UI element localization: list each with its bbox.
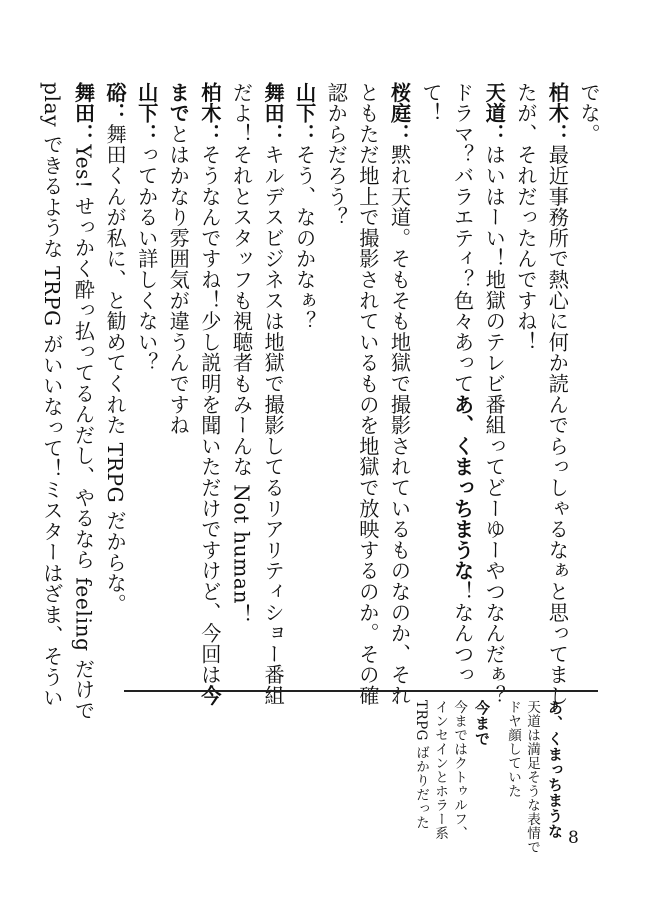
- annotated-term: あ、くまっちまうな: [450, 394, 475, 582]
- dialogue-line: でな。: [577, 82, 601, 145]
- dialogue-line: 山下：そう、なのかなぁ？: [292, 82, 317, 332]
- footnote-line: 今まではクトゥルフ、: [451, 700, 467, 840]
- dialogue-line: 硲：舞田くんが私に、と勧めてくれた TRPG だからな。: [103, 82, 128, 615]
- footnote: [411, 700, 491, 870]
- dialogue-line: ともただ地上で撮影されているものを地獄で放映するのか。その確: [355, 82, 380, 706]
- dialogue-line: たが、それだったんですね！: [513, 82, 538, 353]
- dialogue-line: 舞田：Yes! せっかく酔っ払ってるんだし、やるなら feeling だけで: [71, 82, 96, 722]
- footnote-line: TRPG ばかりだった: [413, 700, 429, 830]
- dialogue-line: 山下：ってかるい詳しくない？: [134, 82, 159, 374]
- footnote-line: ドヤ顔していた: [505, 700, 521, 798]
- annotated-term: 今: [197, 685, 222, 707]
- dialogue-line: 天道：はいはーい！地獄のテレビ番組ってどーゆーやつなんだぁ？: [482, 82, 507, 707]
- dialogue-line: 柏木：そうなんですね！少し説明を聞いただけですけど、今回は今: [197, 82, 222, 707]
- dialogue-line: 桜庭：黙れ天道。そもそも地獄で撮影されているものなのか、それ: [387, 82, 412, 707]
- dialogue-line: て！: [419, 82, 444, 124]
- footnotes: [364, 700, 564, 870]
- footnote: [503, 700, 564, 870]
- footnote-line: インセインとホラー系: [432, 700, 448, 840]
- footnote-line: 天道は満足そうな表情で: [524, 700, 540, 854]
- dialogue-line: play できるような TRPG がいいなって！ミスターはざま、そうい: [39, 82, 64, 709]
- dialogue-line: だよ！それとスタッフも視聴者もみーんな Not human！: [229, 82, 254, 625]
- dialogue-line: までとはかなり雰囲気が違うんですね: [166, 82, 191, 436]
- page-number: 8: [568, 828, 579, 848]
- dialogue-line: 認からだろう？: [324, 82, 349, 228]
- footnote-term: 今まで: [473, 700, 491, 747]
- dialogue-line: 舞田：キルデスビジネスは地獄で撮影してるリアリティショー番組: [261, 82, 286, 707]
- dialogue-line: 柏木：最近事務所で熱心に何か読んでらっしゃるなぁと思ってまし: [545, 82, 570, 707]
- annotated-term: まで: [166, 82, 191, 124]
- dialogue-line: ドラマ？バラエティ？色々あってあ、くまっちまうな！なんつっ: [450, 82, 475, 686]
- dialogue-text: [39, 82, 604, 722]
- footnote-term: あ、くまっちまうな: [546, 700, 564, 839]
- footnote-divider: [124, 690, 598, 692]
